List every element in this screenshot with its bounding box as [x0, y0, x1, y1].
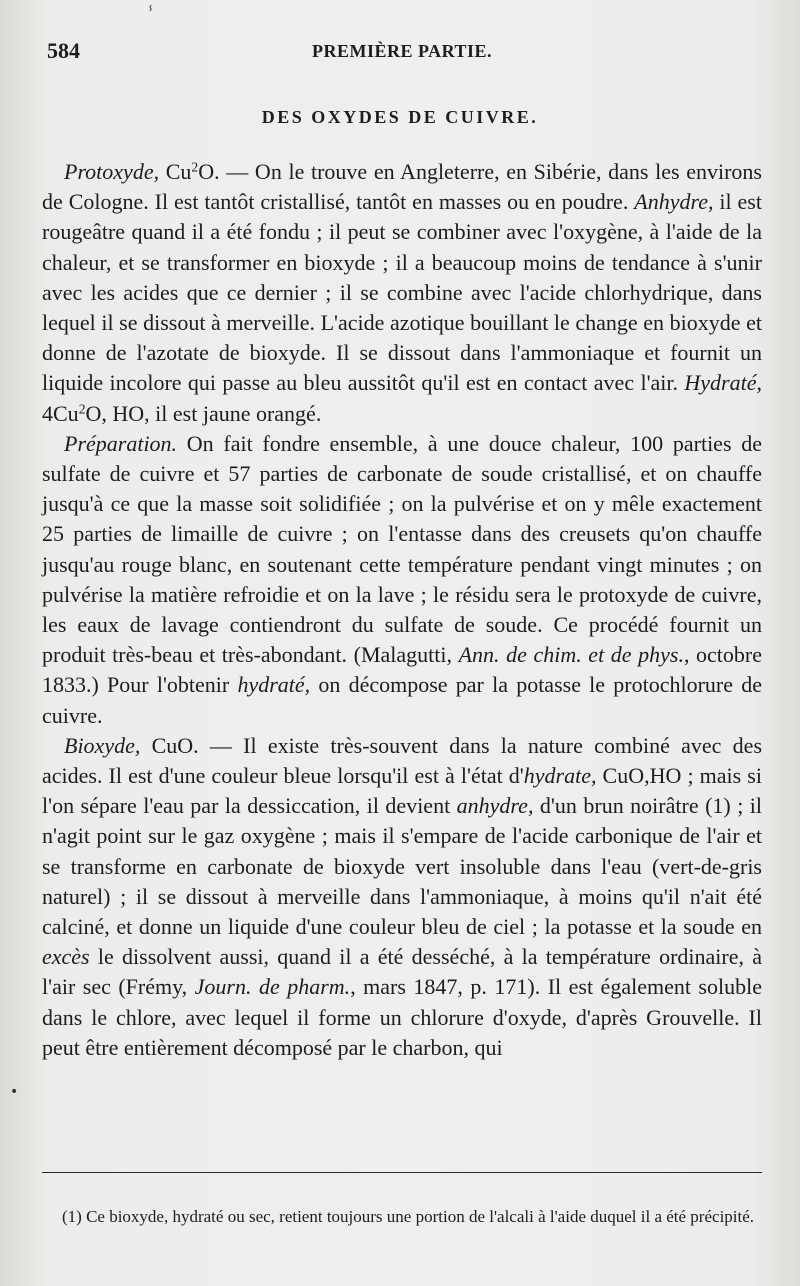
paragraph-bioxyde [42, 731, 762, 1063]
text: 4Cu [42, 400, 79, 426]
paragraph-preparation [42, 429, 762, 731]
text: O, HO, il est jaune orangé. [85, 400, 322, 426]
text: , mars 1847, p. 171). Il est également soluble dans le chlore, avec lequel il forme un chlorure d'oxyde, d'après Grouvelle. Il peut être entièrement décomposé par le charbon, qui [42, 974, 762, 1060]
term-anhydre: Anhydre, [634, 189, 714, 215]
term-exces: excès [42, 944, 90, 970]
text: CuO. — Il existe très-souvent dans la nature combiné avec des acides. Il est d'une couleur bleue lorsqu'il est à l'état d' [42, 732, 762, 789]
page-number: 584 [47, 38, 80, 63]
citation-journal: Journ. de pharm. [194, 974, 351, 1000]
text: , octobre 1833.) Pour l'obtenir [42, 642, 763, 698]
body-text [42, 157, 762, 1063]
text: d'un brun noirâtre (1) ; il n'agit point sur le gaz oxygène ; mais il s'empare de l'acide carbonique de l'air et se transforme en carbonate de bioxyde vert insoluble dans l'eau (vert-de-gris naturel) ; il se dissout à merveille dans l'ammoniaque, à moins qu'il n'ait été calciné, et donne un liquide d'une couleur bleu de ciel ; la potasse et la soude en [42, 793, 763, 940]
ink-mark: ⸯ [146, 6, 156, 25]
text: il est rougeâtre quand il a été fondu ; il peut se combiner avec l'oxygène, à l'aide de la chaleur, et se transformer en bioxyde ; il a beaucoup moins de tendance à s'unir avec les acides que ce dernier ; il se combine avec l'acide chlorhydrique, dans lequel il se dissout à merveille. L'acide azotique bouillant le change en bioxyde et donne de l'azotate de bioxyde. Il se dissout dans l'ammoniaque et fournit un liquide incolore qui passe au bleu aussitôt qu'il est en contact avec l'air. [42, 189, 762, 396]
text: Cu [159, 159, 192, 184]
section-title: DES OXYDES DE CUIVRE. [261, 107, 539, 127]
text: CuO,HO ; mais si l'on sépare l'eau par la dessiccation, il devient [42, 763, 762, 819]
term-hydrate: hydraté, [237, 672, 311, 698]
citation-journal: Ann. de chim. et de phys. [458, 642, 684, 668]
term-anhydre: anhydre, [456, 793, 534, 819]
paragraph-protoxyde [42, 157, 762, 429]
footnote-rule [42, 1172, 762, 1173]
term-protoxyde: Protoxyde, [64, 159, 160, 184]
running-head: PREMIÈRE PARTIE. [311, 41, 493, 61]
margin-dot: • [10, 1084, 19, 1100]
page-header [42, 38, 762, 66]
term-bioxyde: Bioxyde, [64, 732, 141, 758]
text: O. — On le trouve en Angleterre, en Sibérie, dans les environs de Cologne. Il est tantôt cristallisé, tantôt en masses ou en poudre. [42, 159, 762, 215]
footnote-text: (1) Ce bioxyde, hydraté ou sec, retient toujours une portion de l'alcali à l'aide duquel il a été précipité. [62, 1207, 755, 1226]
term-hydrate: Hydraté, [684, 370, 762, 396]
term-preparation: Préparation. [64, 430, 178, 456]
text: le dissolvent aussi, quand il a été desséché, à la température ordinaire, à l'air sec (Frémy, [42, 944, 762, 1000]
text: on décompose par la potasse le protochlorure de cuivre. [42, 672, 763, 728]
superscript: 2 [78, 401, 86, 417]
text: On fait fondre ensemble, à une douce chaleur, 100 parties de sulfate de cuivre et 57 parties de carbonate de soude cristallisé, et on chauffe jusqu'à ce que la masse soit solidifiée ; on la pulvérise et on y mêle exactement 25 parties de limaille de cuivre ; on l'entasse dans des creusets qu'on chauffe jusqu'au rouge blanc, en soutenant cette température pendant vingt minutes ; on pulvérise la matière refroidie et on la lave ; le résidu sera le protoxyde de cuivre, les eaux de lavage contiendront du sulfate de soude. Ce procédé fournit un produit très-beau et très-abondant. (Malagutti, [42, 430, 762, 668]
footnote [42, 1204, 762, 1229]
term-hydrate: hydrate, [523, 763, 597, 789]
superscript: 2 [191, 159, 199, 175]
